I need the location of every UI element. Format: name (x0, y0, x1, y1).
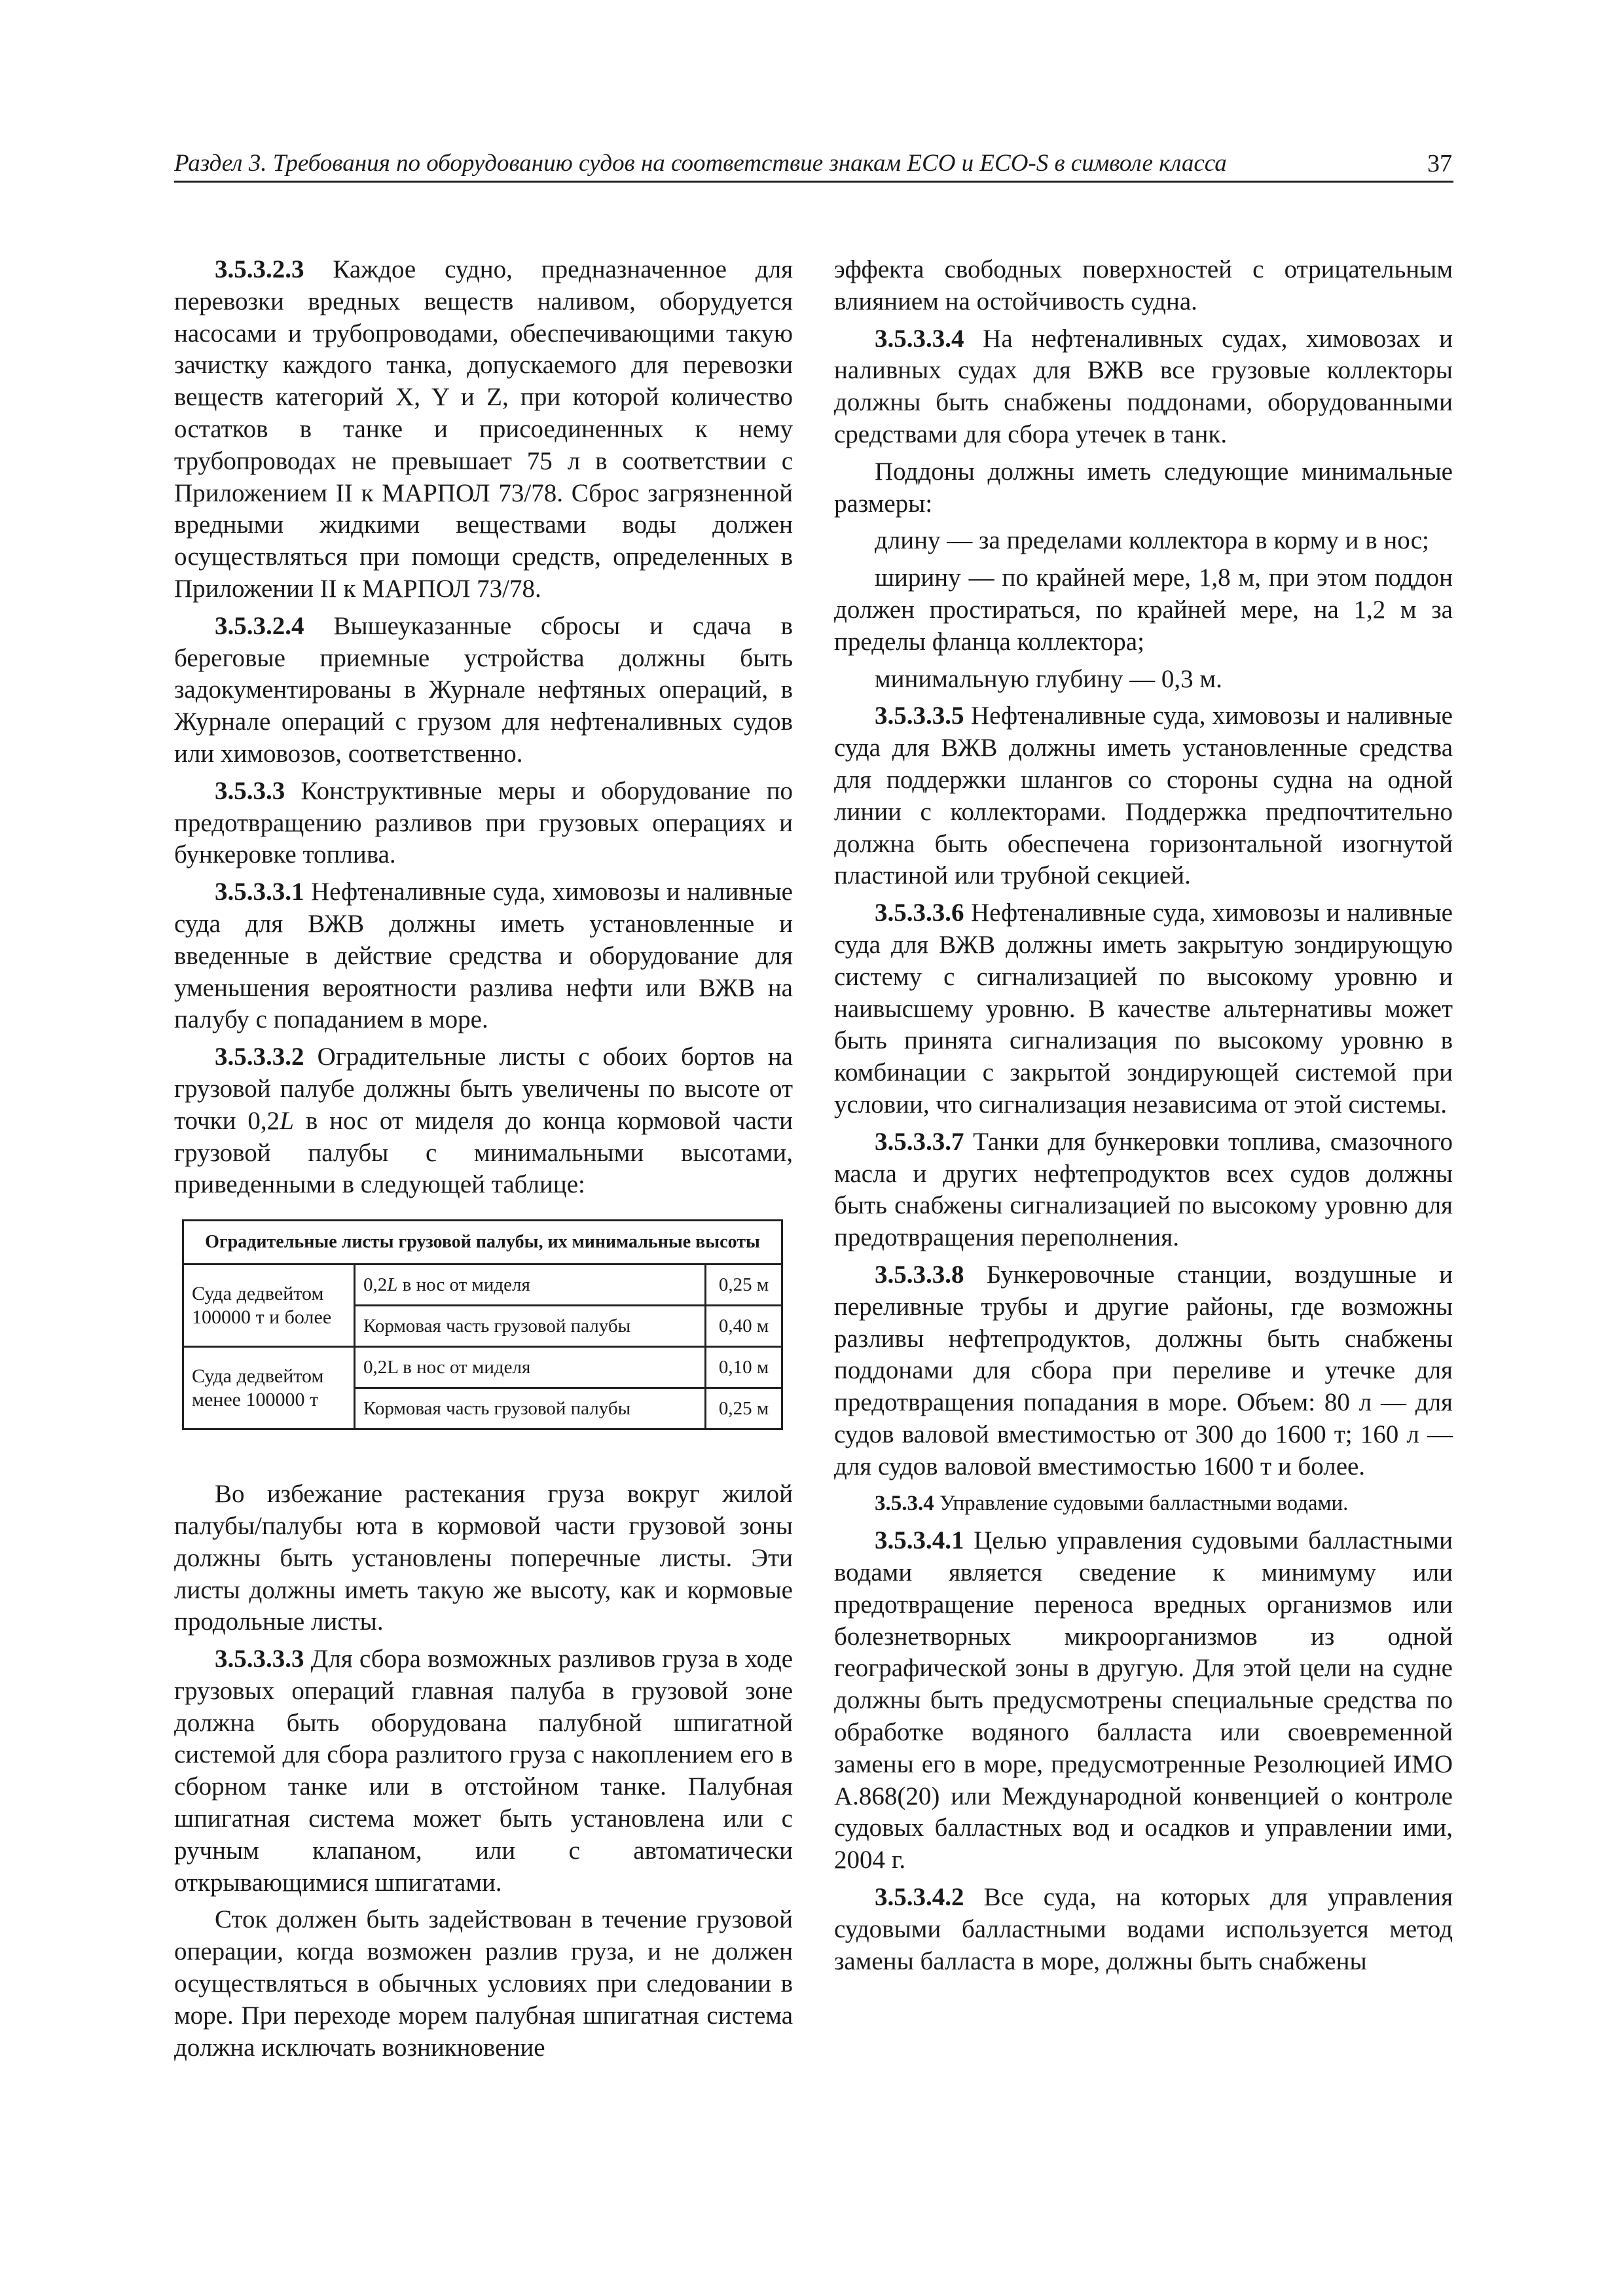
clause-number: 3.5.3.3.6 (875, 899, 964, 927)
paragraph-width: ширину — по крайней мере, 1,8 м, при этом поддон должен простираться, по крайней мере, на 1,2 м за пределы фланца коллектора; (834, 564, 1453, 656)
clause-number: 3.5.3.3.2 (215, 1043, 304, 1071)
table-cell-location: 0,2L в нос от миделя (355, 1265, 706, 1306)
page-number: 37 (1427, 150, 1452, 177)
table-cell-value: 0,40 м (706, 1306, 782, 1347)
table-row (183, 1265, 782, 1306)
right-column (834, 254, 1453, 1982)
table-group-label: Суда дедвейтом менее 100000 т (183, 1347, 355, 1429)
left-column (174, 254, 793, 2069)
clause-number: 3.5.3.3.4 (875, 324, 964, 353)
paragraph-3-5-3-2-3: 3.5.3.2.3 Каждое судно, предназначенное для перевозки вредных веществ наливом, оборудуется насосами и трубопроводами, обеспечивающими такую зачистку каждого танка, допускаемого для перевозки веществ категорий X, Y и Z, при которой количество остатков в танке и присоединенных к нему трубопроводах не превышает 75 л в соответствии с Приложением II к МАРПОЛ 73/78. Сброс загрязненной вредными жидкими веществами воды должен осуществляться при помощи средств, определенных в Приложении II к МАРПОЛ 73/78. (174, 255, 793, 603)
table-cell-value: 0,25 м (706, 1265, 782, 1306)
paragraph-transverse-plates: Во избежание растекания груза вокруг жилой палубы/палубы юта в кормовой части грузовой зоны должны быть установлены поперечные листы. Эти листы должны иметь такую же высоту, как и кормовые продольные листы. (174, 1480, 793, 1636)
table-cell-location: Кормовая часть грузовой палубы (355, 1306, 706, 1347)
clause-number: 3.5.3.3.7 (875, 1127, 964, 1156)
paragraph-3-5-3-3-7: 3.5.3.3.7 Танки для бункеровки топлива, смазочного масла и других нефтепродуктов всех судов должны быть снабжены сигнализацией по высокому уровню для предотвращения переполнения. (834, 1127, 1453, 1252)
clause-number: 3.5.3.3.8 (875, 1260, 964, 1289)
clause-number: 3.5.3.4.2 (875, 1883, 964, 1912)
paragraph-length: длину — за пределами коллектора в корму и в нос; (875, 526, 1429, 555)
table-cell-location: 0,2L в нос от миделя (355, 1347, 706, 1388)
paragraph-continuation: эффекта свободных поверхностей с отрицательным влиянием на остойчивость судна. (834, 255, 1453, 315)
table-row (183, 1347, 782, 1388)
paragraph-3-5-3-3-4: 3.5.3.3.4 На нефтеналивных судах, химовозах и наливных судах для ВЖВ все грузовые коллекторы должны быть снабжены поддонами, оборудованными средствами для сбора утечек в танк. (834, 324, 1453, 448)
clause-number: 3.5.3.3.5 (875, 702, 964, 730)
paragraph-3-5-3-3-6: 3.5.3.3.6 Нефтеналивные суда, химовозы и наливные суда для ВЖВ должны иметь закрытую зондирующую систему с сигнализацией по высокому уровню и наивысшему уровню. В качестве альтернативы может быть принята сигнализация по высокому уровню в комбинации с закрытой зондирующей системой при условии, что сигнализация независима от этой системы. (834, 899, 1453, 1119)
guard-plates-table (182, 1219, 783, 1430)
paragraph-3-5-3-4: 3.5.3.4 Управление судовыми балластными водами. (875, 1492, 1349, 1516)
table-cell-value: 0,10 м (706, 1347, 782, 1388)
clause-number: 3.5.3.3.3 (215, 1645, 304, 1674)
running-header (174, 147, 1453, 183)
paragraph-depth: минимальную глубину — 0,3 м. (875, 664, 1222, 693)
table-cell-location: Кормовая часть грузовой палубы (355, 1388, 706, 1429)
paragraph-3-5-3-3-1: 3.5.3.3.1 Нефтеналивные суда, химовозы и наливные суда для ВЖВ должны иметь установленные и введенные в действие средства и оборудование для уменьшения вероятности разлива нефти или ВЖВ на палубу с попаданием в море. (174, 878, 793, 1034)
paragraph-3-5-3-3: 3.5.3.3 Конструктивные меры и оборудование по предотвращению разливов при грузовых операциях и бункеровке топлива. (174, 776, 793, 869)
table-group-label: Суда дедвейтом 100000 т и более (183, 1265, 355, 1347)
clause-number: 3.5.3.3 (215, 776, 285, 805)
header-title: Раздел 3. Требования по оборудованию судов на соответствие знакам ECO и ECO-S в символе класса (174, 150, 1227, 177)
clause-number: 3.5.3.2.3 (215, 255, 304, 283)
paragraph-3-5-3-3-2: 3.5.3.3.2 Оградительные листы с обоих бортов на грузовой палубе должны быть увеличены по высоте от точки 0,2L в нос от миделя до конца кормовой части грузовой палубы с минимальными высотами, приведенными в следующей таблице: (174, 1043, 793, 1199)
clause-number: 3.5.3.2.4 (215, 611, 304, 640)
clause-number: 3.5.3.4 (875, 1492, 934, 1516)
paragraph-3-5-3-3-5: 3.5.3.3.5 Нефтеналивные суда, химовозы и наливные суда для ВЖВ должны иметь установленные средства для поддержки шлангов со стороны судна на одной линии с коллекторами. Поддержка предпочтительно должна быть обеспечена горизонтальной изогнутой пластиной или трубной секцией. (834, 702, 1453, 890)
clause-number: 3.5.3.3.1 (215, 878, 304, 906)
paragraph-3-5-3-3-3: 3.5.3.3.3 Для сбора возможных разливов груза в ходе грузовых операций главная палуба в грузовой зоне должна быть оборудована палубной шпигатной системой для сбора разлитого груза с накоплением его в сборном танке или в отстойном танке. Палубная шпигатная система может быть установлена или с ручным клапаном, или с автоматически открывающимися шпигатами. (174, 1645, 793, 1897)
table-cell-value: 0,25 м (706, 1388, 782, 1429)
clause-number: 3.5.3.4.1 (875, 1526, 964, 1555)
paragraph-3-5-3-4-1: 3.5.3.4.1 Целью управления судовыми балластными водами является сведение к минимуму или предотвращение переноса вредных организмов или болезнетворных микроорганизмов из одной географической зоны в другую. Для этой цели на судне должны быть предусмотрены специальные средства по обработке водяного балласта или своевременной замены его в море, предусмотренные Резолюцией ИМО А.868(20) или Международной конвенцией о контроле судовых балластных вод и осадков и управлении ими, 2004 г. (834, 1526, 1453, 1874)
paragraph-3-5-3-2-4: 3.5.3.2.4 Вышеуказанные сбросы и сдача в береговые приемные устройства должны быть задокументированы в Журнале нефтяных операций, в Журнале операций с грузом для нефтеналивных судов или химовозов, соответственно. (174, 611, 793, 768)
paragraph-3-5-3-3-8: 3.5.3.3.8 Бункеровочные станции, воздушные и переливные трубы и другие районы, где возможны разливы нефтепродуктов, должны быть снабжены поддонами для сбора при переливе и утечке для предотвращения попадания в море. Объем: 80 л — для судов валовой вместимостью от 300 до 1600 т; 160 л — для судов валовой вместимостью 1600 т и более. (834, 1260, 1453, 1480)
paragraph-drain: Сток должен быть задействован в течение грузовой операции, когда возможен разлив груза, и не должен осуществляться в обычных условиях при следовании в море. При переходе морем палубная шпигатная система должна исключать возникновение (174, 1905, 793, 2062)
paragraph-3-5-3-4-2: 3.5.3.4.2 Все суда, на которых для управления судовыми балластными водами используется метод замены балласта в море, должны быть снабжены (834, 1883, 1453, 1975)
table-title: Оградительные листы грузовой палубы, их минимальные высоты (183, 1221, 782, 1265)
paragraph-drip-trays: Поддоны должны иметь следующие минимальные размеры: (834, 457, 1453, 518)
